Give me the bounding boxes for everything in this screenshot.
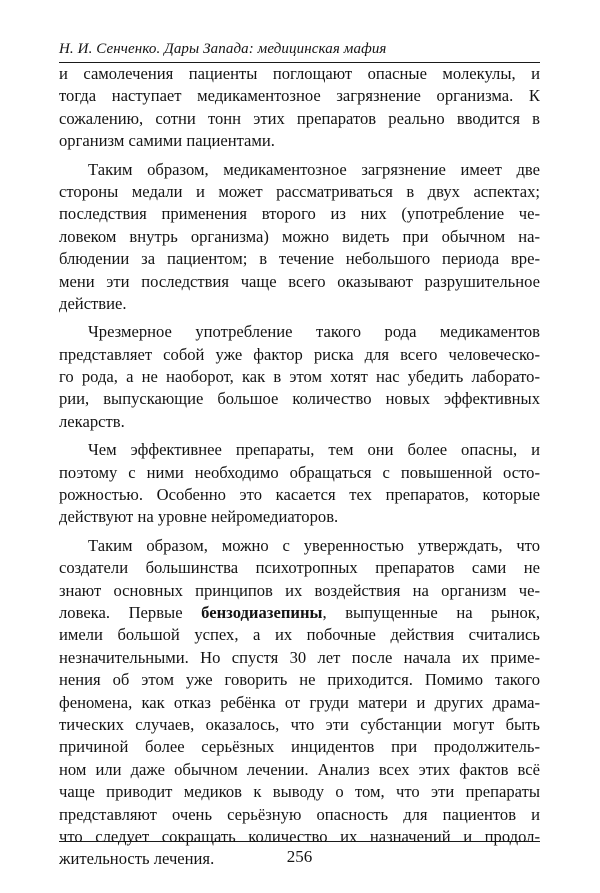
text-line: нения об этом уже говорить не приходится. Помимо такого: [59, 670, 540, 690]
book-page: [59, 0, 540, 893]
text-line: тических случаев, оказалось, что эти субстанции могут быть: [59, 714, 540, 734]
text-line: и самолечения пациенты поглощают опасные молекулы, и: [59, 64, 540, 83]
text-line: действие.: [59, 293, 127, 313]
paragraph-5: [59, 535, 540, 871]
text-line: знают основных принципов их воздействия на организм че-: [59, 580, 540, 600]
text-line: го рода, а не наоборот, как в этом хотят нас убедить лаборато-: [59, 367, 540, 387]
text-line: Чем эффективнее препараты, тем они более опасны, и: [88, 440, 540, 460]
text-line: последствия применения второго из них (употребление че-: [59, 204, 540, 224]
text-line: создатели большинства психотропных препаратов сами не: [59, 558, 540, 578]
text-line: незначительными. Но спустя 30 лет после начала их приме-: [59, 647, 540, 667]
text-line-with-bold: [59, 602, 540, 624]
line-segment: , выпущенные на рынок,: [322, 602, 540, 622]
text-line: ном или даже обычном лечении. Анализ всех этих фактов всё: [59, 759, 540, 779]
running-header: Н. И. Сенченко. Дары Запада: медицинская мафия: [59, 41, 387, 57]
text-line: Таким образом, медикаментозное загрязнение имеет две: [88, 159, 540, 179]
text-line: сожалению, сотни тонн этих препаратов реально вводится в: [59, 108, 540, 128]
text-line: мени эти последствия чаще всего оказывают разрушительное: [59, 271, 540, 291]
text-line: ловеком внутрь организма) можно видеть при обычном на-: [59, 226, 540, 246]
text-line: блюдении за пациентом; в течение небольшого периода вре-: [59, 249, 540, 269]
text-line: лекарств.: [59, 411, 125, 431]
text-line: причиной более серьёзных инцидентов при продолжитель-: [59, 737, 540, 757]
text-line: представляют очень серьёзную опасность для пациентов и: [59, 804, 540, 824]
text-line: поэтому с ними необходимо обращаться с повышенной осто-: [59, 462, 540, 482]
text-line: рожностью. Особенно это касается тех препаратов, которые: [59, 485, 540, 505]
text-line: Таким образом, можно с уверенностью утверждать, что: [88, 535, 540, 555]
footer-rule: [59, 841, 540, 842]
text-line: что следует сокращать количество их назначений и продол-: [59, 826, 540, 846]
text-line: Чрезмерное употребление такого рода медикаментов: [88, 322, 540, 342]
text-line: чаще приводит медиков к выводу о том, что эти препараты: [59, 782, 540, 802]
text-line: действуют на уровне нейромедиаторов.: [59, 507, 339, 527]
paragraph-1: [59, 63, 540, 153]
line-segment: ловека. Первые: [59, 602, 202, 622]
text-line: рии, выпускающие большое количество новых эффективных: [59, 389, 540, 409]
paragraph-3: [59, 321, 540, 433]
paragraph-4: [59, 439, 540, 529]
text-line: представляет собой уже фактор риска для всего человеческо-: [59, 344, 540, 364]
text-line: жительность лечения.: [59, 849, 215, 869]
body-text: [59, 63, 540, 877]
text-line: стороны медали и может рассматриваться в двух аспектах;: [59, 181, 540, 201]
bold-term: бензодиазепины: [201, 602, 323, 622]
page-number: 256: [286, 847, 313, 866]
paragraph-2: [59, 159, 540, 316]
text-line: феномена, как отказ ребёнка от груди матери и других драма-: [59, 692, 540, 712]
text-line: имели большой успех, а их побочные действия считались: [59, 625, 540, 645]
text-line: организм самими пациентами.: [59, 131, 275, 151]
text-line: тогда наступает медикаментозное загрязнение организма. К: [59, 86, 540, 106]
